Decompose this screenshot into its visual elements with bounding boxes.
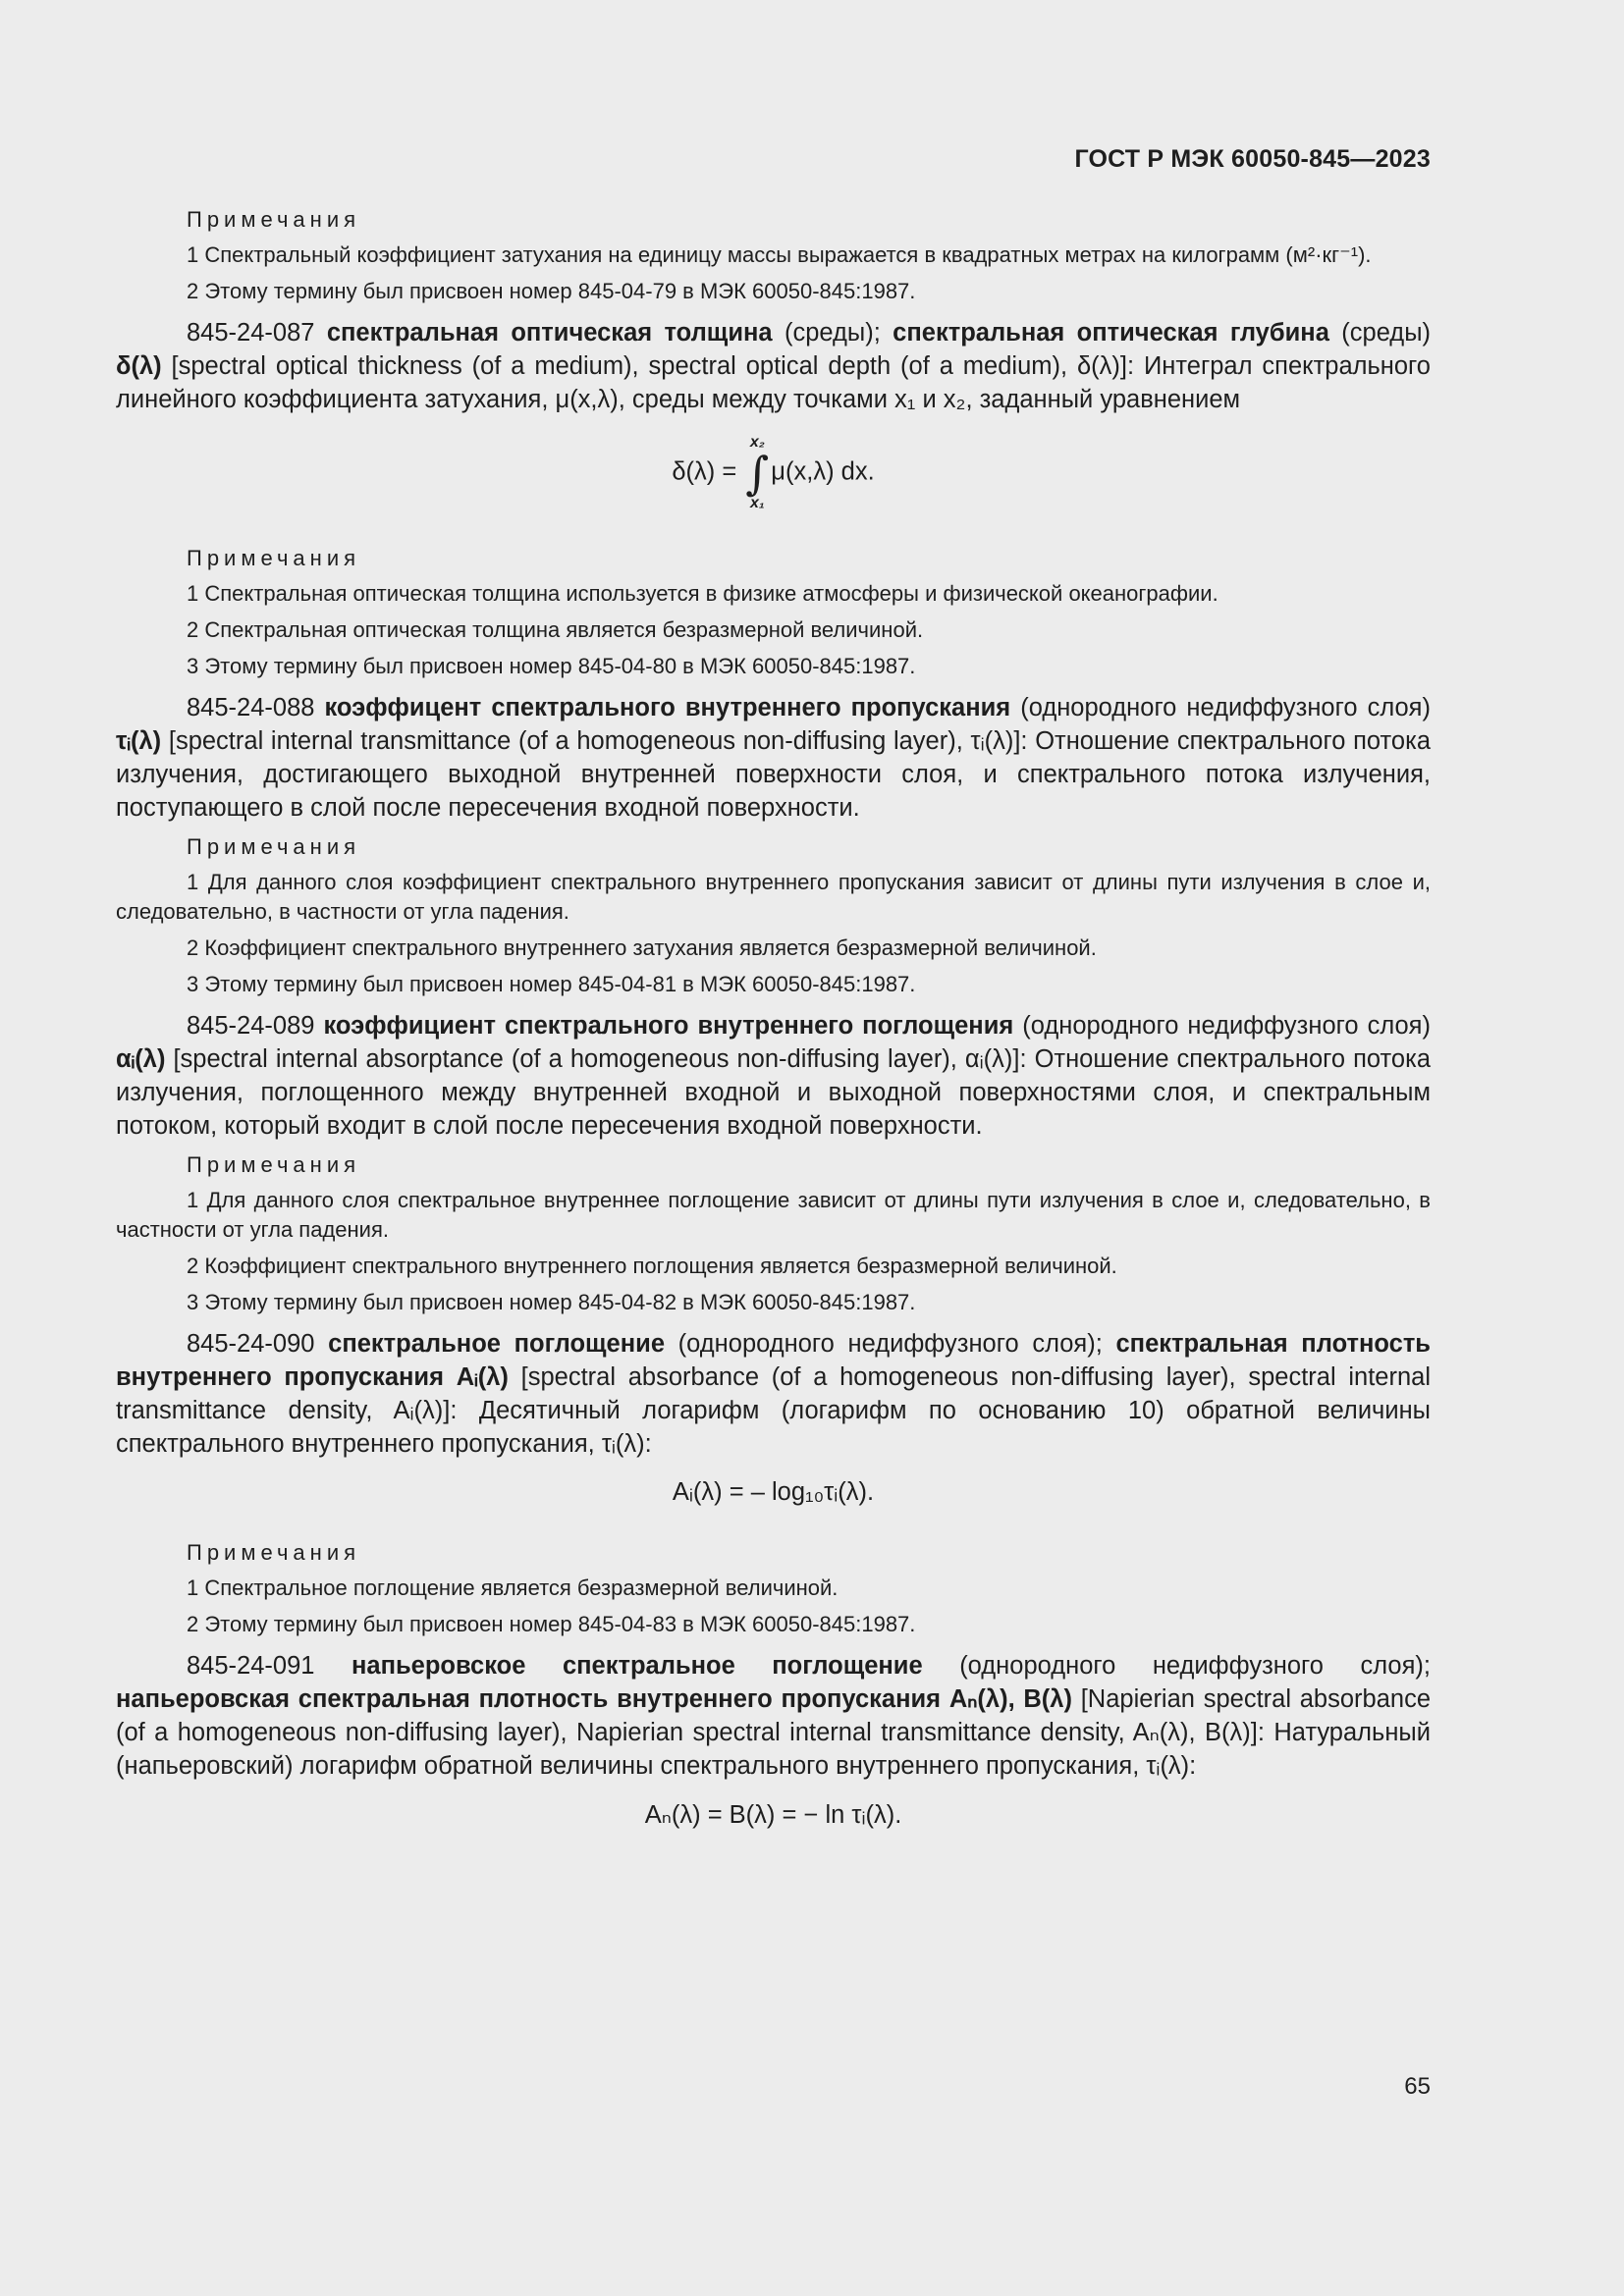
integral-sign: x₂ ∫ x₁ <box>745 434 770 511</box>
page-number: 65 <box>1404 2073 1431 2100</box>
notes-heading: Примечания <box>187 1540 361 1565</box>
term-symbol: Aₙ(λ), B(λ) <box>948 1685 1072 1713</box>
note-text: 1 Спектральное поглощение является безразмерной величиной. <box>187 1575 839 1600</box>
term-name: спектральное поглощение <box>328 1330 665 1358</box>
notes-heading: Примечания <box>187 207 361 232</box>
term-symbol: αᵢ(λ) <box>116 1045 166 1073</box>
notes-heading: Примечания <box>187 834 361 859</box>
term-definition: Десятичный логарифм (логарифм по основанию 10) обратной величины спектрального внутреннего пропускания, τᵢ(λ): <box>116 1397 1432 1458</box>
note-text: 2 Этому термину был присвоен номер 845-04-83 в МЭК 60050-845:1987. <box>187 1612 916 1636</box>
note-text: 2 Коэффициент спектрального внутреннего затухания является безразмерной величиной. <box>187 935 1097 960</box>
term-symbol: Aᵢ(λ) <box>456 1363 509 1391</box>
note-text: 1 Спектральный коэффициент затухания на единицу массы выражается в квадратных метрах на килограмм (м²·кг⁻¹). <box>187 242 1372 267</box>
term-name: коэффицент спектрального внутреннего пропускания <box>324 694 1011 721</box>
note-text: 2 Коэффициент спектрального внутреннего поглощения является безразмерной величиной. <box>187 1254 1117 1278</box>
term-name: спектральная оптическая толщина <box>326 319 773 347</box>
notes-heading: Примечания <box>187 546 361 570</box>
term-symbol: δ(λ) <box>116 352 162 380</box>
document-header: ГОСТ Р МЭК 60050-845—2023 <box>1074 145 1431 173</box>
note-text: 1 Спектральная оптическая толщина используется в физике атмосферы и физической океанографии. <box>187 581 1218 606</box>
term-name: спектральная плотность внутреннего пропускания <box>116 1330 1431 1391</box>
note-text: 1 Для данного слоя коэффициент спектрального внутреннего пропускания зависит от длины пути излучения в слое и, следовательно, в частности от угла падения. <box>116 870 1431 924</box>
term-entry-087: 845-24-087 спектральная оптическая толщина (среды); спектральная оптическая глубина (среды) δ(λ) [spectral optical thickness (of a medium), spectral optical depth (of a medium), δ(λ)]: Интеграл спектрального линейного коэффициента затухания, μ(x,λ), среды между точками x₁ и x₂, заданный уравнением <box>116 319 1432 413</box>
term-number: 845-24-090 <box>187 1330 315 1358</box>
note-text: 2 Спектральная оптическая толщина является безразмерной величиной. <box>187 617 924 642</box>
term-number: 845-24-087 <box>187 319 315 347</box>
term-definition: Интеграл спектрального линейного коэффициента затухания, μ(x,λ), среды между точками x₁ и x₂, заданный уравнением <box>116 352 1431 413</box>
formula-integral: δ(λ) = x₂ ∫ x₁ μ(x,λ) dx. <box>672 434 875 511</box>
term-english: [spectral internal absorptance (of a homogeneous non-diffusing layer), αᵢ(λ)]: <box>165 1045 1035 1073</box>
note-text: 3 Этому термину был присвоен номер 845-04-80 в МЭК 60050-845:1987. <box>187 654 916 678</box>
term-english: [spectral internal transmittance (of a homogeneous non-diffusing layer), τᵢ(λ)]: <box>161 727 1036 755</box>
document-page <box>116 145 1431 1863</box>
note-text: 1 Для данного слоя спектральное внутреннее поглощение зависит от длины пути излучения в слое и, следовательно, в частности от угла падения. <box>116 1188 1431 1242</box>
term-english: [spectral absorbance (of a homogeneous non-diffusing layer), spectral internal transmittance density, Aᵢ(λ)]: <box>116 1363 1431 1424</box>
term-entry-091: 845-24-091 напьеровское спектральное поглощение (однородного недиффузного слоя); напьеровская спектральная плотность внутреннего пропускания Aₙ(λ), B(λ) [Napierian spectral absorbance (of a homogeneous non-diffusing layer), Napierian spectral internal transmittance density, Aₙ(λ), B(λ)]: Натуральный (напьеровский) логарифм обратной величины спектрального внутреннего пропускания, τᵢ(λ): <box>116 1652 1431 1780</box>
term-entry-089: 845-24-089 коэффициент спектрального внутреннего поглощения (однородного недиффузного слоя) αᵢ(λ) [spectral internal absorptance (of a homogeneous non-diffusing layer), αᵢ(λ)]: Отношение спектрального потока излучения, поглощенного между внутренней входной и выходной поверхностями слоя, и спектральным потоком, который входит в слой после пересечения входной поверхности. <box>116 1012 1432 1140</box>
term-name: напьеровское спектральное поглощение <box>352 1652 923 1680</box>
formula-napierian: Aₙ(λ) = B(λ) = − ln τᵢ(λ). <box>644 1801 902 1829</box>
term-entry-090: 845-24-090 спектральное поглощение (однородного недиффузного слоя); спектральная плотность внутреннего пропускания Aᵢ(λ) [spectral absorbance (of a homogeneous non-diffusing layer), spectral internal transmittance density, Aᵢ(λ)]: Десятичный логарифм (логарифм по основанию 10) обратной величины спектрального внутреннего пропускания, τᵢ(λ): <box>116 1330 1432 1458</box>
formula-absorbance: Aᵢ(λ) = – log₁₀τᵢ(λ). <box>672 1478 875 1506</box>
term-number: 845-24-089 <box>187 1012 315 1040</box>
term-definition: Отношение спектрального потока излучения, достигающего выходной внутренней поверхности слоя, и спектрального потока излучения, поступающего в слой после пересечения входной поверхности. <box>116 727 1431 822</box>
term-definition: Натуральный (напьеровский) логарифм обратной величины спектрального внутреннего пропускания, τᵢ(λ): <box>116 1719 1431 1780</box>
term-english: [Napierian spectral absorbance (of a homogeneous non-diffusing layer), Napierian spectral internal transmittance density, Aₙ(λ), B(λ)]: <box>116 1685 1431 1746</box>
term-name: напьеровская спектральная плотность внутреннего пропускания <box>116 1685 942 1713</box>
term-name: коэффициент спектрального внутреннего поглощения <box>323 1012 1014 1040</box>
notes-heading: Примечания <box>187 1152 361 1177</box>
term-symbol: τᵢ(λ) <box>116 727 162 755</box>
term-number: 845-24-091 <box>187 1652 315 1680</box>
term-definition: Отношение спектрального потока излучения, поглощенного между внутренней входной и выходной поверхностями слоя, и спектральным потоком, который входит в слой после пересечения входной поверхности. <box>116 1045 1432 1140</box>
note-text: 3 Этому термину был присвоен номер 845-04-82 в МЭК 60050-845:1987. <box>187 1290 916 1314</box>
note-text: 3 Этому термину был присвоен номер 845-04-81 в МЭК 60050-845:1987. <box>187 972 916 996</box>
term-number: 845-24-088 <box>187 694 315 721</box>
term-entry-088: 845-24-088 коэффицент спектрального внутреннего пропускания (однородного недиффузного слоя) τᵢ(λ) [spectral internal transmittance (of a homogeneous non-diffusing layer), τᵢ(λ)]: Отношение спектрального потока излучения, достигающего выходной внутренней поверхности слоя, и спектрального потока излучения, поступающего в слой после пересечения входной поверхности. <box>116 694 1431 822</box>
term-english: [spectral optical thickness (of a medium), spectral optical depth (of a medium), δ(λ)]: <box>161 352 1144 380</box>
note-text: 2 Этому термину был присвоен номер 845-04-79 в МЭК 60050-845:1987. <box>187 279 916 303</box>
term-name: спектральная оптическая глубина <box>893 319 1329 347</box>
